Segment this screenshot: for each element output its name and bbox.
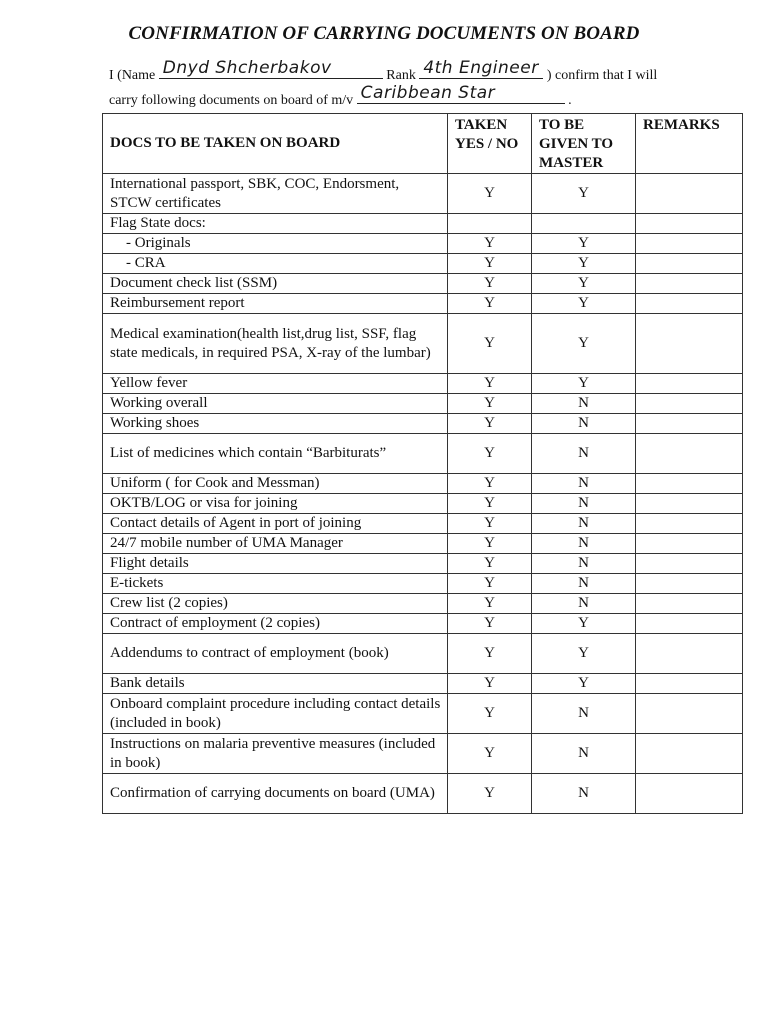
given-cell[interactable]: N <box>532 774 636 814</box>
given-cell[interactable]: N <box>532 494 636 514</box>
given-cell[interactable]: Y <box>532 634 636 674</box>
given-cell[interactable]: Y <box>532 314 636 374</box>
table-row <box>103 634 743 674</box>
rank-value: 4th Engineer <box>423 58 539 78</box>
document-title: CONFIRMATION OF CARRYING DOCUMENTS ON BOARD <box>128 23 640 44</box>
table-row <box>103 674 743 694</box>
remarks-cell[interactable] <box>636 674 743 694</box>
intro-line-1 <box>109 58 658 84</box>
taken-cell[interactable]: Y <box>448 294 532 314</box>
table-row <box>103 294 743 314</box>
table-row <box>103 514 743 534</box>
given-cell[interactable]: N <box>532 414 636 434</box>
taken-cell[interactable] <box>448 214 532 234</box>
taken-cell[interactable]: Y <box>448 634 532 674</box>
table-row <box>103 574 743 594</box>
taken-cell[interactable]: Y <box>448 594 532 614</box>
remarks-cell[interactable] <box>636 474 743 494</box>
doc-cell: Flight details <box>103 554 448 574</box>
table-row <box>103 314 743 374</box>
taken-cell[interactable]: Y <box>448 434 532 474</box>
header-given: TO BE GIVEN TO MASTER <box>532 114 636 174</box>
given-cell[interactable]: N <box>532 734 636 774</box>
doc-cell: Yellow fever <box>103 374 448 394</box>
doc-cell: Crew list (2 copies) <box>103 594 448 614</box>
table-row <box>103 554 743 574</box>
remarks-cell[interactable] <box>636 594 743 614</box>
doc-cell: OKTB/LOG or visa for joining <box>103 494 448 514</box>
intro-line-2 <box>109 83 572 109</box>
name-prefix: I (Name <box>109 68 156 83</box>
table-row <box>103 474 743 494</box>
table-row <box>103 694 743 734</box>
taken-cell[interactable]: Y <box>448 614 532 634</box>
taken-cell[interactable]: Y <box>448 274 532 294</box>
given-cell[interactable]: N <box>532 594 636 614</box>
given-cell[interactable]: N <box>532 474 636 494</box>
remarks-cell[interactable] <box>636 254 743 274</box>
remarks-cell[interactable] <box>636 234 743 254</box>
given-cell[interactable]: N <box>532 574 636 594</box>
remarks-cell[interactable] <box>636 734 743 774</box>
taken-cell[interactable]: Y <box>448 514 532 534</box>
doc-cell: International passport, SBK, COC, Endorsment, STCW certificates <box>103 174 448 214</box>
rank-prefix: Rank <box>386 68 416 83</box>
given-cell[interactable]: Y <box>532 374 636 394</box>
remarks-cell[interactable] <box>636 534 743 554</box>
doc-cell: - CRA <box>103 254 448 274</box>
table-row <box>103 394 743 414</box>
documents-table <box>102 113 743 814</box>
taken-cell[interactable]: Y <box>448 414 532 434</box>
doc-cell: Flag State docs: <box>103 214 448 234</box>
taken-cell[interactable]: Y <box>448 174 532 214</box>
given-cell[interactable]: Y <box>532 234 636 254</box>
name-value: Dnyd Shcherbakov <box>162 58 332 78</box>
doc-cell: Working shoes <box>103 414 448 434</box>
taken-cell[interactable]: Y <box>448 554 532 574</box>
doc-cell: Onboard complaint procedure including contact details (included in book) <box>103 694 448 734</box>
doc-cell: 24/7 mobile number of UMA Manager <box>103 534 448 554</box>
taken-cell[interactable]: Y <box>448 394 532 414</box>
given-cell[interactable]: Y <box>532 294 636 314</box>
vessel-prefix: carry following documents on board of m/v <box>109 93 354 108</box>
table-row <box>103 414 743 434</box>
taken-cell[interactable]: Y <box>448 694 532 734</box>
taken-cell[interactable]: Y <box>448 474 532 494</box>
remarks-cell[interactable] <box>636 314 743 374</box>
table-row <box>103 234 743 254</box>
doc-cell: Reimbursement report <box>103 294 448 314</box>
table-row <box>103 734 743 774</box>
doc-cell: List of medicines which contain “Barbiturats” <box>103 434 448 474</box>
taken-cell[interactable]: Y <box>448 374 532 394</box>
doc-cell: Instructions on malaria preventive measures (included in book) <box>103 734 448 774</box>
taken-cell[interactable]: Y <box>448 234 532 254</box>
table-row <box>103 214 743 234</box>
given-cell[interactable]: Y <box>532 614 636 634</box>
table-header-row <box>103 114 743 174</box>
remarks-cell[interactable] <box>636 554 743 574</box>
remarks-cell[interactable] <box>636 614 743 634</box>
taken-cell[interactable]: Y <box>448 534 532 554</box>
rank-field[interactable] <box>419 58 543 79</box>
doc-cell: Confirmation of carrying documents on board (UMA) <box>103 774 448 814</box>
name-field[interactable] <box>159 58 383 79</box>
vessel-suffix: . <box>568 93 572 108</box>
doc-cell: Document check list (SSM) <box>103 274 448 294</box>
remarks-cell[interactable] <box>636 514 743 534</box>
given-cell[interactable]: N <box>532 514 636 534</box>
vessel-field[interactable] <box>357 83 565 104</box>
header-remarks: REMARKS <box>636 114 743 174</box>
remarks-cell[interactable] <box>636 694 743 734</box>
header-taken: TAKEN YES / NO <box>448 114 532 174</box>
doc-cell: Uniform ( for Cook and Messman) <box>103 474 448 494</box>
given-cell[interactable]: N <box>532 534 636 554</box>
table-row <box>103 374 743 394</box>
doc-cell: Medical examination(health list,drug list, SSF, flag state medicals, in required PSA, X-ray of the lumbar) <box>103 314 448 374</box>
table-row <box>103 174 743 214</box>
doc-cell: Contact details of Agent in port of joining <box>103 514 448 534</box>
confirm-text: ) confirm that I will <box>546 68 658 83</box>
given-cell[interactable]: N <box>532 434 636 474</box>
table-row <box>103 614 743 634</box>
remarks-cell[interactable] <box>636 394 743 414</box>
vessel-value: Caribbean Star <box>360 83 496 103</box>
remarks-cell[interactable] <box>636 274 743 294</box>
doc-cell: Addendums to contract of employment (book) <box>103 634 448 674</box>
table-row <box>103 274 743 294</box>
taken-cell[interactable]: Y <box>448 674 532 694</box>
given-cell[interactable]: Y <box>532 174 636 214</box>
table-row <box>103 434 743 474</box>
table-row <box>103 534 743 554</box>
given-cell[interactable]: N <box>532 694 636 734</box>
remarks-cell[interactable] <box>636 634 743 674</box>
taken-cell[interactable]: Y <box>448 494 532 514</box>
taken-cell[interactable]: Y <box>448 774 532 814</box>
remarks-cell[interactable] <box>636 214 743 234</box>
doc-cell: E-tickets <box>103 574 448 594</box>
taken-cell[interactable]: Y <box>448 254 532 274</box>
given-cell[interactable]: N <box>532 394 636 414</box>
given-cell[interactable]: N <box>532 554 636 574</box>
table-row <box>103 594 743 614</box>
remarks-cell[interactable] <box>636 574 743 594</box>
doc-cell: Working overall <box>103 394 448 414</box>
remarks-cell[interactable] <box>636 494 743 514</box>
doc-cell: Contract of employment (2 copies) <box>103 614 448 634</box>
remarks-cell[interactable] <box>636 174 743 214</box>
table-row <box>103 254 743 274</box>
remarks-cell[interactable] <box>636 774 743 814</box>
remarks-cell[interactable] <box>636 374 743 394</box>
doc-cell: Bank details <box>103 674 448 694</box>
given-cell[interactable] <box>532 214 636 234</box>
given-cell[interactable]: Y <box>532 274 636 294</box>
remarks-cell[interactable] <box>636 294 743 314</box>
remarks-cell[interactable] <box>636 434 743 474</box>
header-docs: DOCS TO BE TAKEN ON BOARD <box>103 114 448 174</box>
given-cell[interactable]: Y <box>532 254 636 274</box>
remarks-cell[interactable] <box>636 414 743 434</box>
given-cell[interactable]: Y <box>532 674 636 694</box>
table-row <box>103 494 743 514</box>
taken-cell[interactable]: Y <box>448 314 532 374</box>
taken-cell[interactable]: Y <box>448 574 532 594</box>
doc-cell: - Originals <box>103 234 448 254</box>
table-row <box>103 774 743 814</box>
taken-cell[interactable]: Y <box>448 734 532 774</box>
